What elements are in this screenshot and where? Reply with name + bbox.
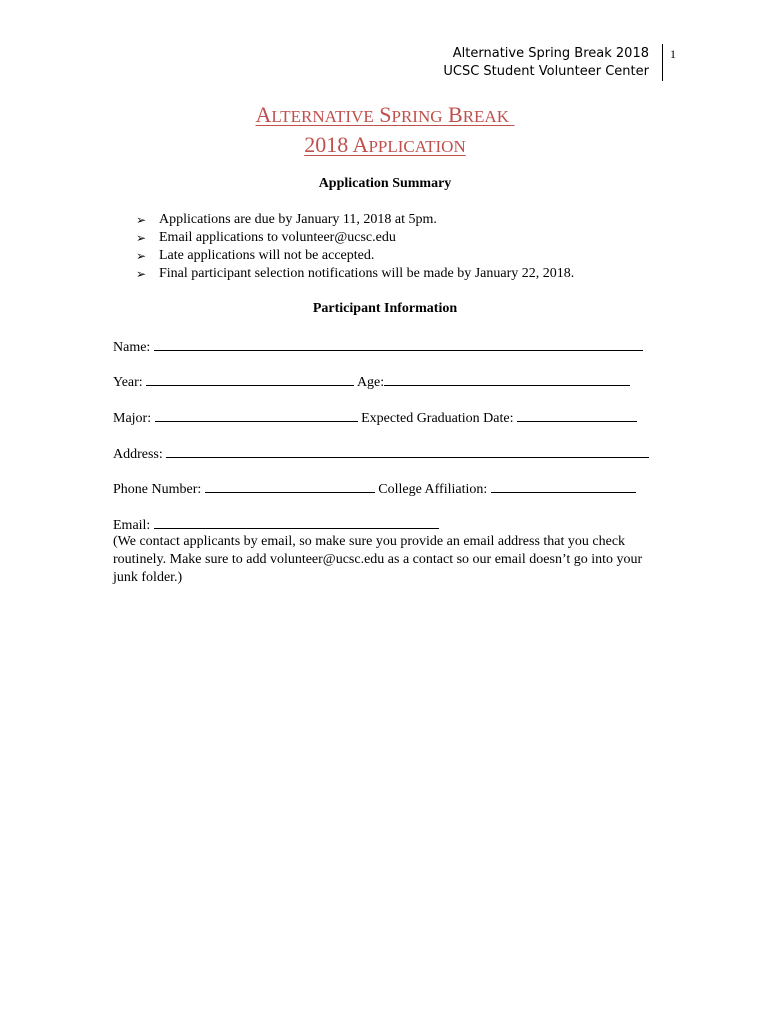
document-title-line-2 [0,132,770,158]
email-note: (We contact applicants by email, so make sure you provide an email address that you check routinely. Make sure to add volunteer@ucsc.edu as a contact so our email doesn’t go into your junk folder.) [113,534,643,585]
arrow-bullet-icon: ➢ [136,249,147,263]
title-smallcaps: REAK [462,107,509,126]
list-item-text: Email applications to volunteer@ucsc.edu [159,230,396,245]
document-title-line-1 [0,102,770,128]
summary-list [136,211,574,283]
address-label: Address: [113,447,163,462]
header-divider [662,44,663,81]
list-item [136,247,574,265]
phone-college-row [113,479,636,499]
page-number: 1 [670,47,676,61]
address-row [113,444,649,464]
title-year: 2018 [304,132,349,157]
participant-heading: Participant Information [312,301,458,316]
arrow-bullet-icon: ➢ [136,231,147,245]
title-smallcaps: PPLICATION [368,137,466,156]
running-header [443,45,657,81]
title-cap: S [379,102,392,127]
header-line-1: Alternative Spring Break 2018 [452,46,649,61]
year-blank[interactable] [146,372,354,386]
list-item [136,229,574,247]
list-item-text: Late applications will not be accepted. [159,248,375,263]
name-blank[interactable] [154,337,643,351]
title-cap: B [448,102,463,127]
major-blank[interactable] [155,408,358,422]
year-label: Year: [113,375,143,390]
grad-date-blank[interactable] [517,408,637,422]
college-blank[interactable] [491,479,636,493]
email-blank[interactable] [154,515,439,529]
year-age-row [113,372,630,392]
age-blank[interactable] [384,372,630,386]
list-item-text: Final participant selection notifications will be made by January 22, 2018. [159,266,575,281]
email-label: Email: [113,518,151,533]
title-smallcaps: LTERNATIVE [271,107,374,126]
email-row [113,515,439,535]
phone-blank[interactable] [205,479,375,493]
college-label: College Affiliation: [378,482,488,497]
title-cap: A [255,102,272,127]
arrow-bullet-icon: ➢ [136,213,147,227]
age-label: Age: [356,375,385,390]
phone-label: Phone Number: [113,482,202,497]
list-item [136,265,574,283]
name-row [113,337,643,357]
header-line-2: UCSC Student Volunteer Center [443,64,649,79]
name-label: Name: [113,340,151,355]
list-item [136,211,574,229]
list-item-text: Applications are due by January 11, 2018 at 5pm. [159,212,437,227]
major-grad-row [113,408,637,428]
major-label: Major: [113,411,152,426]
summary-heading: Application Summary [318,176,452,191]
address-blank[interactable] [166,444,649,458]
arrow-bullet-icon: ➢ [136,267,147,281]
title-smallcaps: PRING [391,107,443,126]
grad-date-label: Expected Graduation Date: [361,411,514,426]
title-cap: A [352,132,369,157]
